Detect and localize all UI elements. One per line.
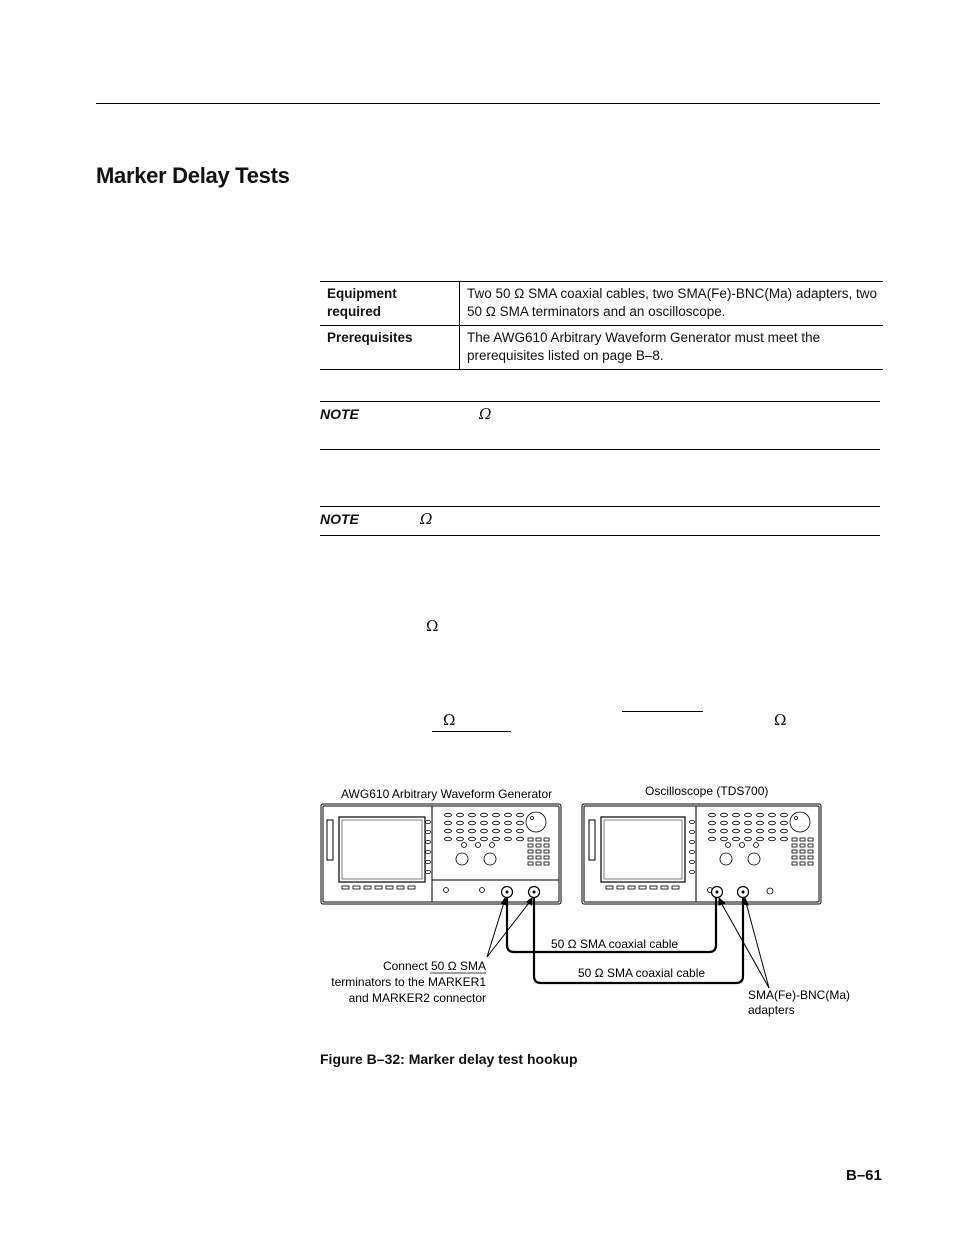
adapters-label-2: adapters	[748, 1003, 795, 1017]
table-value: Two 50 Ω SMA coaxial cables, two SMA(Fe)-BNC(Ma) adapters, two 50 Ω SMA terminators and an oscilloscope.	[467, 286, 877, 319]
cable-2-label: 50 Ω SMA coaxial cable	[578, 966, 706, 980]
section-title: Marker Delay Tests	[96, 163, 290, 188]
scope-label: Oscilloscope (TDS700)	[645, 784, 769, 798]
note-label: NOTE	[320, 406, 359, 422]
adapters-label-1: SMA(Fe)-BNC(Ma)	[748, 988, 850, 1002]
note-omega: Ω	[420, 510, 433, 528]
figure-caption: Figure B–32: Marker delay test hookup	[320, 1051, 578, 1067]
note-omega: Ω	[479, 405, 492, 423]
note-label: NOTE	[320, 511, 359, 527]
omega-fragment: Ω	[774, 711, 787, 729]
table-value: The AWG610 Arbitrary Waveform Generator must meet the prerequisites listed on page B–8.	[467, 330, 821, 363]
table-key: Prerequisites	[320, 326, 460, 370]
connect-label-2: terminators to the MARKER1	[331, 975, 486, 989]
page-number: B–61	[846, 1167, 882, 1184]
table-key: Equipment required	[320, 282, 460, 326]
connect-label-3: and MARKER2 connector	[348, 991, 486, 1005]
omega-fragment: Ω	[426, 617, 439, 635]
connect-label-1: Connect 50 Ω SMA	[382, 959, 486, 973]
omega-fragment: Ω	[443, 711, 456, 729]
awg-label: AWG610 Arbitrary Waveform Generator	[341, 787, 553, 801]
cable-1-label: 50 Ω SMA coaxial cable	[551, 937, 679, 951]
